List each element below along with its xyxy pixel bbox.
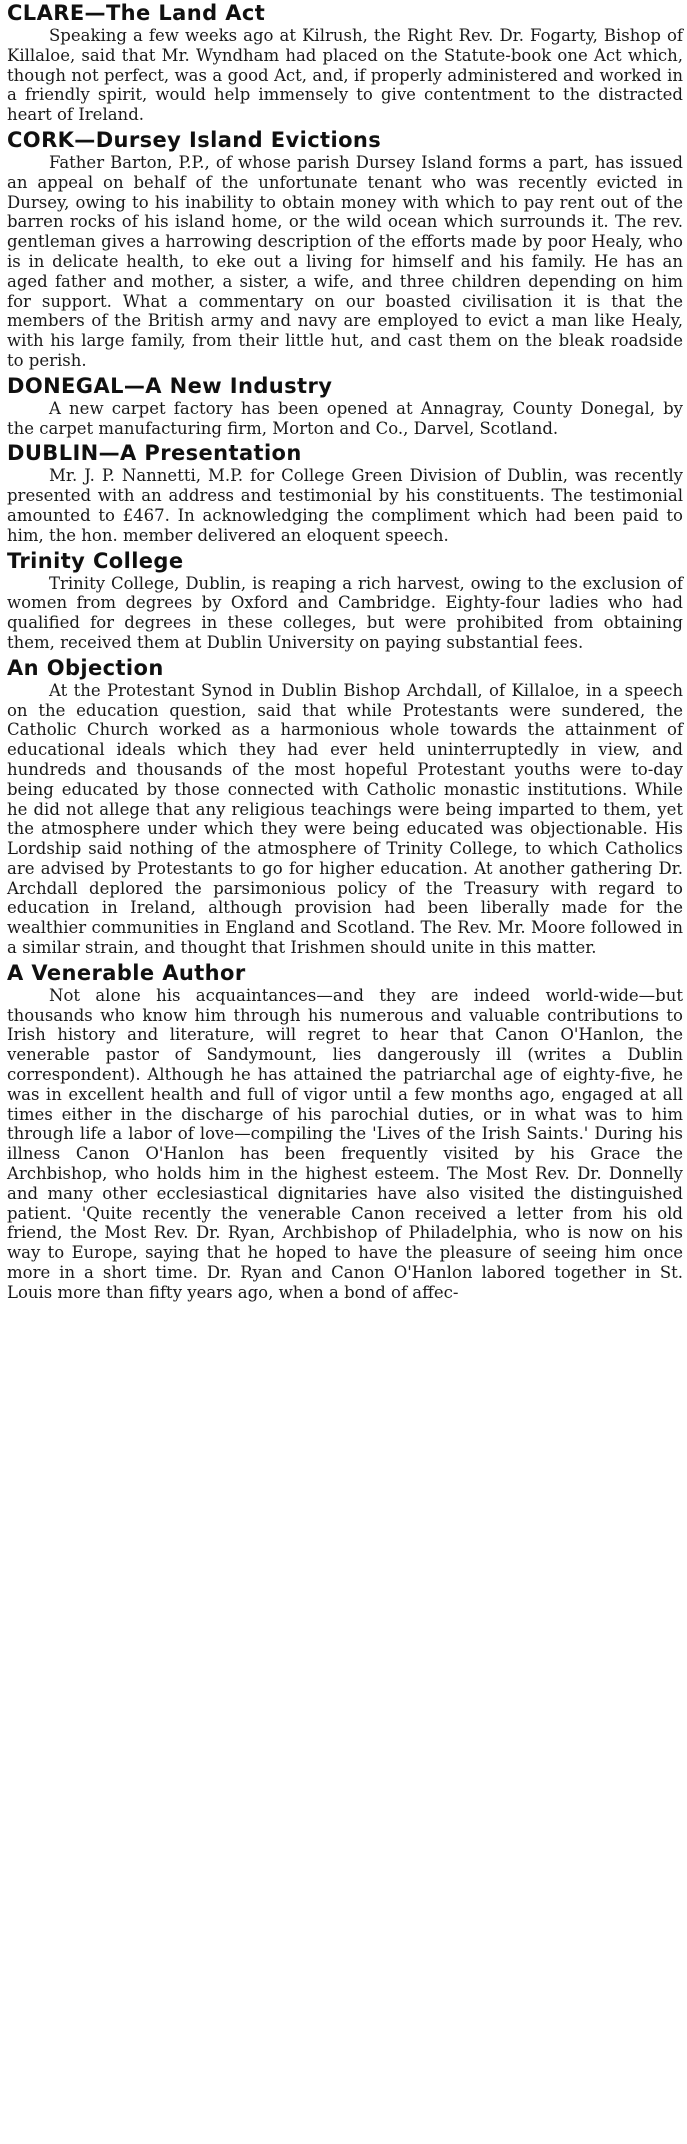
article-body: At the Protestant Synod in Dublin Bishop Archdall, of Killaloe, in a speech on the education question, said that while Protestants were sundered, the Catholic Church worked as a harmonious whole towards the attainment of educational ideals which they had ever held uninterruptedly in view, and hundreds and thousands of the most hopeful Protestant youths were to-day being educated by those connected with Catholic monastic institutions. While he did not allege that any religious teachings were being imparted to them, yet the atmosphere under which they were being educated was objectionable. His Lordship said nothing of the atmosphere of Trinity College, to which Catholics are advised by Protestants to go for higher education. At another gathering Dr. Archdall deplored the parsimonious policy of the Treasury with regard to education in Ireland, although provision had been liberally made for the wealthier communities in England and Scotland. The Rev. Mr. Moore followed in a similar strain, and thought that Irishmen should unite in this matter. — [7, 680, 683, 958]
article-cork-dursey-island — [7, 127, 683, 371]
article-an-objection — [7, 655, 683, 958]
article-body: Not alone his acquaintances—and they are indeed world-wide—but thousands who know him through his numerous and valuable contributions to Irish history and literature, will regret to hear that Canon O'Hanlon, the venerable pastor of Sandymount, lies dangerously ill (writes a Dublin correspondent). Although he has attained the patriarchal age of eighty-five, he was in excellent health and full of vigor until a few months ago, engaged at all times either in the discharge of his parochial duties, or in what was to him through life a labor of love—compiling the 'Lives of the Irish Saints.' During his illness Canon O'Hanlon has been frequently visited by his Grace the Archbishop, who holds him in the highest esteem. The Most Rev. Dr. Donnelly and many other ecclesiastical dignitaries have also visited the distinguished patient. 'Quite recently the venerable Canon received a letter from his old friend, the Most Rev. Dr. Ryan, Archbishop of Philadelphia, who is now on his way to Europe, saying that he hoped to have the pleasure of seeing him once more in a short time. Dr. Ryan and Canon O'Hanlon labored together in St. Louis more than fifty years ago, when a bond of affec- — [7, 985, 683, 1302]
article-donegal-new-industry — [7, 373, 683, 439]
article-body: Trinity College, Dublin, is reaping a rich harvest, owing to the exclusion of women from degrees by Oxford and Cambridge. Eighty-four ladies who had qualified for degrees in these colleges, but were prohibited from obtaining them, received them at Dublin University on paying substantial fees. — [7, 573, 683, 652]
article-headline: Trinity College — [7, 548, 184, 573]
article-headline: CLARE—The Land Act — [7, 1, 266, 25]
article-headline: An Objection — [7, 655, 164, 680]
article-trinity-college — [7, 548, 683, 653]
article-body: Speaking a few weeks ago at Kilrush, the Right Rev. Dr. Fogarty, Bishop of Killaloe, said that Mr. Wyndham had placed on the Statute-book one Act which, though not perfect, was a good Act, and, if properly administered and worked in a friendly spirit, would help immensely to give contentment to the distracted heart of Ireland. — [7, 26, 683, 125]
article-headline: A Venerable Author — [7, 960, 246, 985]
article-body: Mr. J. P. Nannetti, M.P. for College Green Division of Dublin, was recently presented with an address and testimonial by his constituents. The testimonial amounted to £467. In acknowledging the compliment which had been paid to him, the hon. member delivered an eloquent speech. — [7, 466, 683, 545]
article-venerable-author — [7, 960, 683, 1303]
article-headline: CORK—Dursey Island Evictions — [7, 127, 382, 152]
article-headline: DONEGAL—A New Industry — [7, 373, 333, 398]
article-dublin-presentation — [7, 440, 683, 545]
article-clare-land-act — [7, 0, 683, 125]
article-body: A new carpet factory has been opened at Annagray, County Donegal, by the carpet manufacturing firm, Morton and Co., Darvel, Scotland. — [7, 398, 683, 438]
article-body: Father Barton, P.P., of whose parish Dursey Island forms a part, has issued an appeal on behalf of the unfortunate tenant who was recently evicted in Dursey, owing to his inability to obtain money with which to pay rent out of the barren rocks of his island home, or the wild ocean which surrounds it. The rev. gentleman gives a harrowing description of the efforts made by poor Healy, who is in delicate health, to eke out a living for himself and his family. He has an aged father and mother, a sister, a wife, and three children depending on him for support. What a commentary on our boasted civilisation it is that the members of the British army and navy are employed to evict a man like Healy, with his large family, from their little hut, and cast them on the bleak roadside to perish. — [7, 152, 683, 370]
article-headline: DUBLIN—A Presentation — [7, 441, 302, 466]
